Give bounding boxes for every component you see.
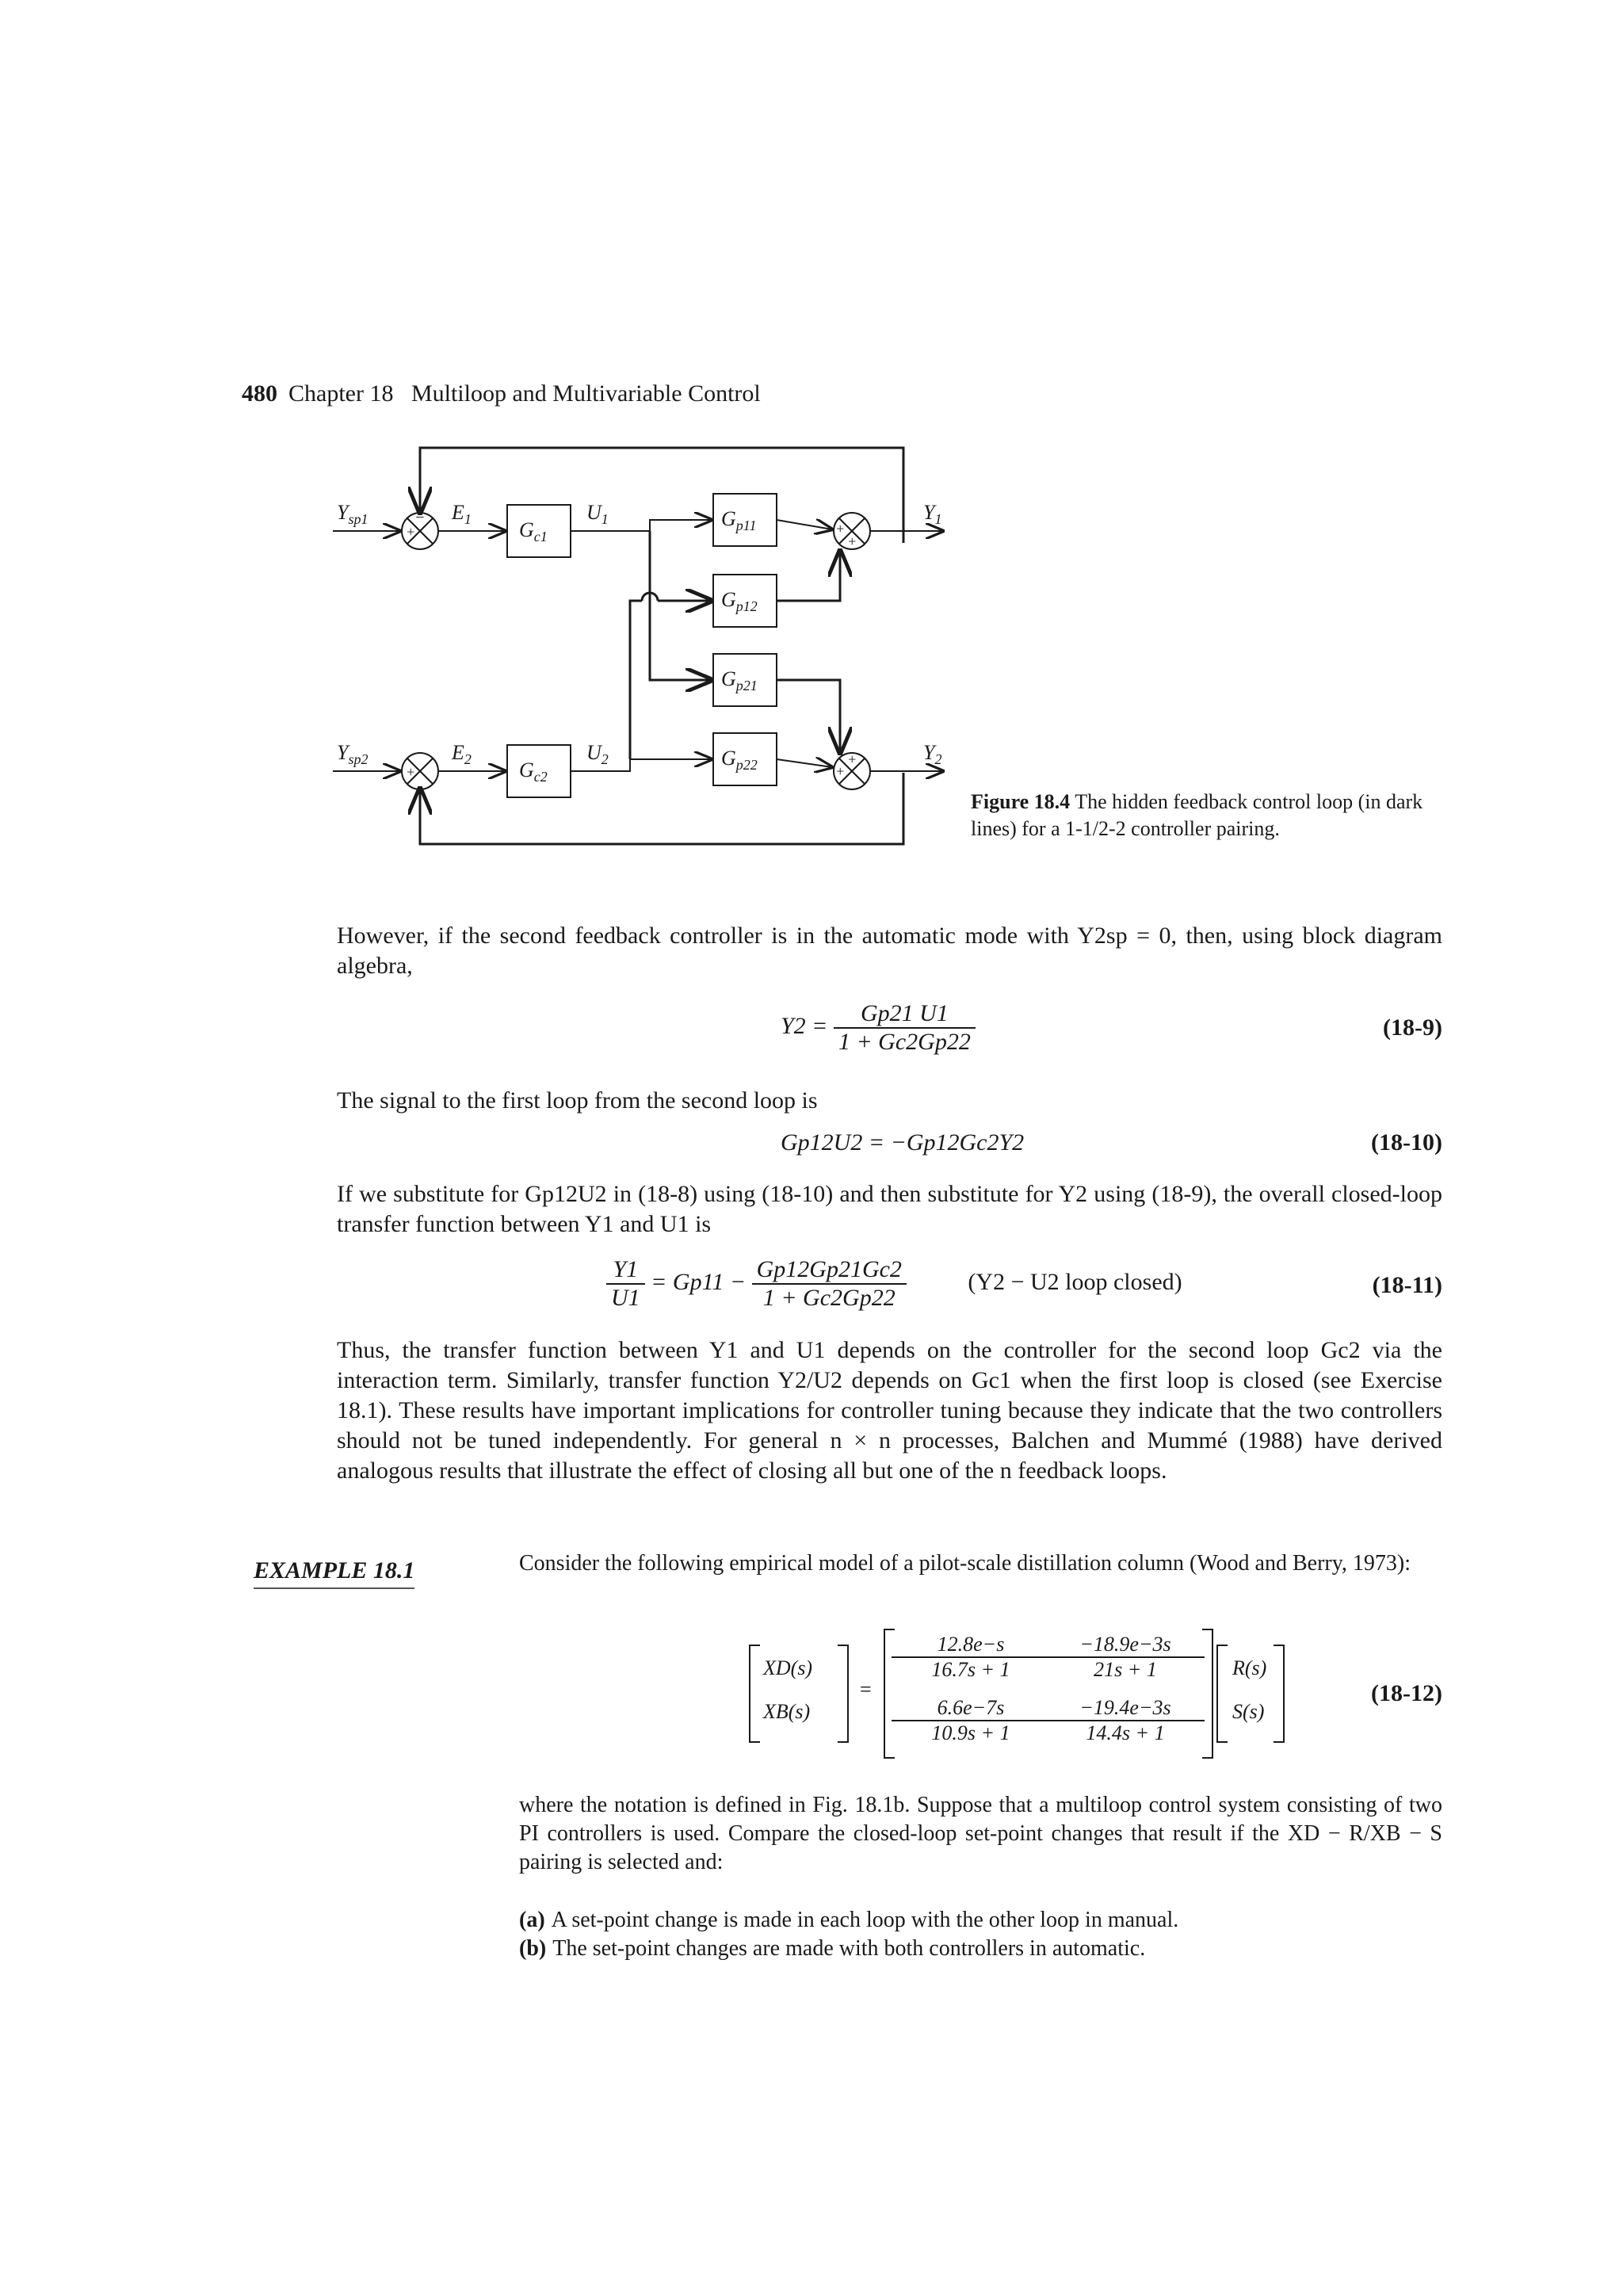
- figure-label: Figure 18.4: [971, 790, 1071, 813]
- paragraph-1: However, if the second feedback controller is in the automatic mode with Y2sp = 0, then, using block diagram algebra,: [337, 923, 1442, 979]
- eq-18-10-number: (18-10): [1371, 1129, 1442, 1156]
- block-gc2: $G_{c2}$: [519, 758, 548, 785]
- sign-minus-1: −: [414, 509, 426, 526]
- matrix-equation: [749, 1629, 1240, 1763]
- rhs-s: S(s): [1232, 1700, 1265, 1723]
- list-item-a: [519, 1906, 1442, 1935]
- list-text-b: The set-point changes are made with both controllers in automatic.: [552, 1936, 1146, 1961]
- eq-18-11-den: 1 + Gc2Gp22: [762, 1285, 896, 1311]
- sign-plus-2: +: [406, 764, 416, 780]
- eq-18-11-num: Gp12Gp21Gc2: [752, 1256, 907, 1285]
- block-gp22: $G_{p22}$: [721, 747, 758, 773]
- matrix-equals: =: [860, 1678, 872, 1701]
- equation-18-11: [606, 1256, 1182, 1312]
- example-after: where the notation is defined in Fig. 18.1b. Suppose that a multiloop control system consisting of two PI controllers is used. Compare the closed-loop set-point changes that result if the XD − R/XB − S pairing is selected and:: [519, 1793, 1442, 1874]
- running-head: [242, 380, 761, 407]
- label-e2: $E_2$: [452, 741, 472, 767]
- page-number: 480: [242, 380, 277, 407]
- equation-18-9: [781, 1000, 976, 1056]
- list-marker-b: (b): [519, 1936, 547, 1961]
- label-e1: $E_1$: [452, 501, 472, 527]
- example-intro: Consider the following empirical model of a pilot-scale distillation column (Wood and Berry, 1973):: [519, 1551, 1411, 1576]
- sign-plus-1: +: [406, 524, 416, 540]
- rhs-vector: [1216, 1645, 1288, 1748]
- label-u2: $U_2$: [586, 741, 609, 767]
- label-ysp1: $Y_{sp1}$: [337, 501, 369, 527]
- eq-18-11-lhs-num: Y1: [606, 1256, 645, 1285]
- block-gp21: $G_{p21}$: [721, 667, 758, 693]
- list-text-a: A set-point change is made in each loop with the other loop in manual.: [551, 1908, 1179, 1932]
- block-gc1: $G_{c1}$: [519, 518, 548, 544]
- eq-18-9-number: (18-9): [1383, 1014, 1442, 1041]
- eq-18-11-lhs-den: U1: [611, 1285, 640, 1311]
- figure-caption-text: The hidden feedback control loop (in dark lines) for a 1-1/2-2 controller pairing.: [971, 790, 1423, 840]
- list-item-b: [519, 1935, 1442, 1963]
- eq-18-9-num: Gp21 U1: [834, 1000, 976, 1029]
- rhs-r: R(s): [1232, 1656, 1267, 1679]
- block-diagram: [317, 440, 967, 860]
- lhs-xd: XD(s): [763, 1656, 813, 1679]
- eq-18-11-fraction: [752, 1256, 907, 1312]
- lhs-xb: XB(s): [763, 1700, 811, 1723]
- g11: $\frac{12.8e-s}{16.7s + 1}$: [892, 1633, 1050, 1682]
- g21: $\frac{6.6e-7s}{10.9s + 1}$: [892, 1696, 1050, 1745]
- eq-18-9-lhs: Y2 =: [781, 1012, 828, 1039]
- eq-18-9-fraction: [834, 1000, 976, 1056]
- chapter-title: Chapter 18 Multiloop and Multivariable Control: [288, 380, 761, 407]
- eq-18-11-number: (18-11): [1372, 1272, 1442, 1298]
- eq-18-11-lhs: [606, 1256, 645, 1312]
- figure-caption: [971, 789, 1446, 842]
- g22: $\frac{-19.4e-3s}{14.4s + 1}$: [1046, 1696, 1205, 1745]
- eq-18-11-mid: = Gp11 −: [651, 1268, 747, 1295]
- label-ysp2: $Y_{sp2}$: [337, 741, 369, 767]
- list-marker-a: (a): [519, 1908, 545, 1932]
- equation-18-10: Gp12U2 = −Gp12Gc2Y2: [781, 1129, 1025, 1156]
- sign-plus-3: +: [835, 521, 846, 537]
- paragraph-3: If we substitute for Gp12U2 in (18-8) using (18-10) and then substitute for Y2 using (18-9), the overall closed-loop transfer function between Y1 and U1 is: [337, 1181, 1442, 1237]
- label-u1: $U_1$: [586, 501, 609, 527]
- sign-plus-6: +: [835, 763, 846, 779]
- label-y2: $Y_2$: [923, 741, 942, 767]
- g12: $\frac{-18.9e-3s}{21s + 1}$: [1046, 1633, 1205, 1682]
- example-label: EXAMPLE 18.1: [254, 1557, 414, 1589]
- paragraph-2: The signal to the first loop from the second loop is: [337, 1087, 818, 1114]
- block-gp11: $G_{p11}$: [721, 507, 757, 533]
- eq-18-9-den: 1 + Gc2Gp22: [838, 1029, 971, 1055]
- eq-18-11-note: (Y2 − U2 loop closed): [968, 1268, 1182, 1295]
- block-gp12: $G_{p12}$: [721, 588, 758, 614]
- sign-plus-5: +: [847, 751, 857, 767]
- paragraph-4: Thus, the transfer function between Y1 and U1 depends on the controller for the second loop Gc2 via the interaction term. Similarly, transfer function Y2/U2 depends on Gc1 when the first loop is closed (see Exercise 18.1). These results have important implications for controller tuning because they indicate that the two controllers should not be tuned independently. For general n × n processes, Balchen and Mummé (1988) have derived analogous results that illustrate the effect of closing all but one of the n feedback loops.: [337, 1337, 1442, 1484]
- label-y1: $Y_1$: [923, 501, 942, 527]
- sign-plus-4: +: [847, 533, 857, 549]
- eq-18-12-number: (18-12): [1371, 1680, 1442, 1706]
